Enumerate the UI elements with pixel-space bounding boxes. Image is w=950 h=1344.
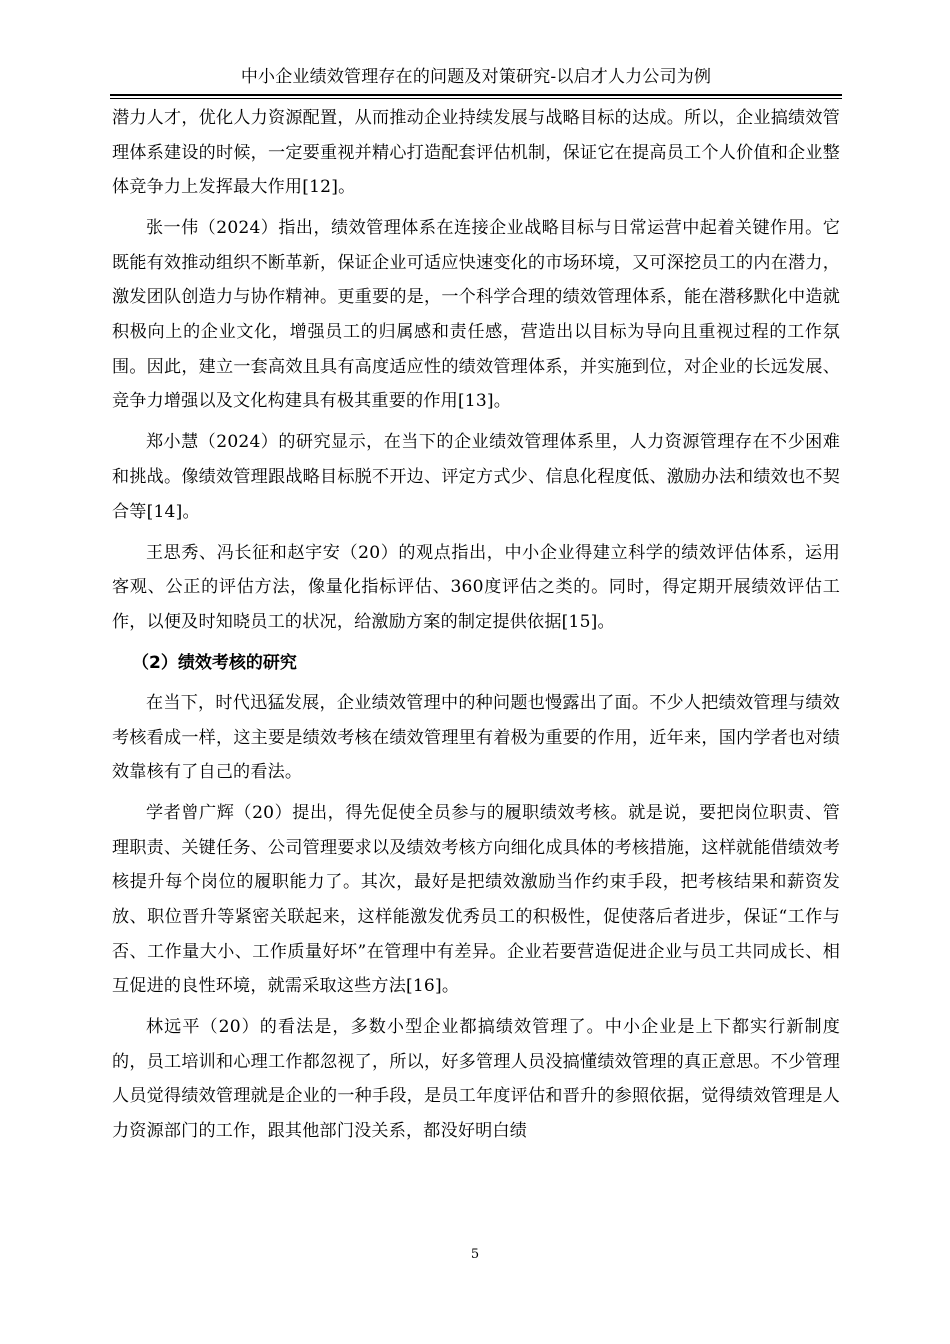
paragraph-wang-sixiu: 王思秀、冯长征和赵宇安（20）的观点指出，中小企业得建立科学的绩效评估体系，运用客观、公正的评估方法，像量化指标评估、360度评估之类的。同时，得定期开展绩效评估工作，以便及时知晓员工的状况，给激励方案的制定提供依据[15]。 xyxy=(112,542,840,632)
header-rule-thick xyxy=(110,94,842,96)
paragraph-zheng-xiaohui: 郑小慧（2024）的研究显示，在当下的企业绩效管理体系里，人力资源管理存在不少困难和挑战。像绩效管理跟战略目标脱不开边、评定方式少、信息化程度低、激励办法和绩效也不契合等[14]。 xyxy=(112,432,840,522)
paragraph-zhang-yiwei: 张一伟（2024）指出，绩效管理体系在连接企业战略目标与日常运营中起着关键作用。它既能有效推动组织不断革新，保证企业可适应快速变化的市场环境，又可深挖员工的内在潜力，激发团队创造力与协作精神。更重要的是，一个科学合理的绩效管理体系，能在潜移默化中造就积极向上的企业文化，增强员工的归属感和责任感，营造出以目标为导向且重视过程的工作氛围。因此，建立一套高效且具有高度适应性的绩效管理体系，并实施到位，对企业的长远发展、竞争力增强以及文化构建具有极其重要的作用[13]。 xyxy=(112,218,840,412)
section-heading: （2）绩效考核的研究 xyxy=(132,652,297,673)
paragraph-lin-yuanping: 林远平（20）的看法是，多数小型企业都搞绩效管理了。中小企业是上下都实行新制度的，员工培训和心理工作都忽视了，所以，好多管理人员没搞懂绩效管理的真正意思。不少管理人员觉得绩效管理就是企业的一种手段，是员工年度评估和晋升的参照依据，觉得绩效管理是人力资源部门的工作，跟其他部门没关系，都没好明白绩 xyxy=(112,1017,840,1142)
paragraph-current-era: 在当下，时代迅猛发展，企业绩效管理中的种问题也慢露出了面。不少人把绩效管理与绩效考核看成一样，这主要是绩效考核在绩效管理里有着极为重要的作用，近年来，国内学者也对绩效靠核有了自己的看法。 xyxy=(112,692,840,783)
paragraph-zeng-guanghui: 学者曾广辉（20）提出，得先促使全员参与的履职绩效考核。就是说，要把岗位职责、管理职责、关键任务、公司管理要求以及绩效考核方向细化成具体的考核措施，这样就能借绩效考核提升每个岗位的履职能力了。其次，最好是把绩效激励当作约束手段，把考核结果和薪资发放、职位晋升等紧密关联起来，这样能激发优秀员工的积极性，促使落后者进步，保证“工作与否、工作量大小、工作质量好坏”在管理中有差异。企业若要营造促进企业与员工共同成长、相互促进的良性环境，就需采取这些方法[16]。 xyxy=(112,803,840,997)
body-text xyxy=(112,101,840,1155)
paragraph-continuation: 潜力人才，优化人力资源配置，从而推动企业持续发展与战略目标的达成。所以，企业搞绩效管理体系建设的时候，一定要重视并精心打造配套评估机制，保证它在提高员工个人价值和企业整体竞争力上发挥最大作用[12]。 xyxy=(112,108,840,198)
page-number: 5 xyxy=(470,1247,480,1262)
running-header: 中小企业绩效管理存在的问题及对策研究-以启才人力公司为例 xyxy=(240,67,712,87)
header-rule-thin xyxy=(110,98,842,99)
